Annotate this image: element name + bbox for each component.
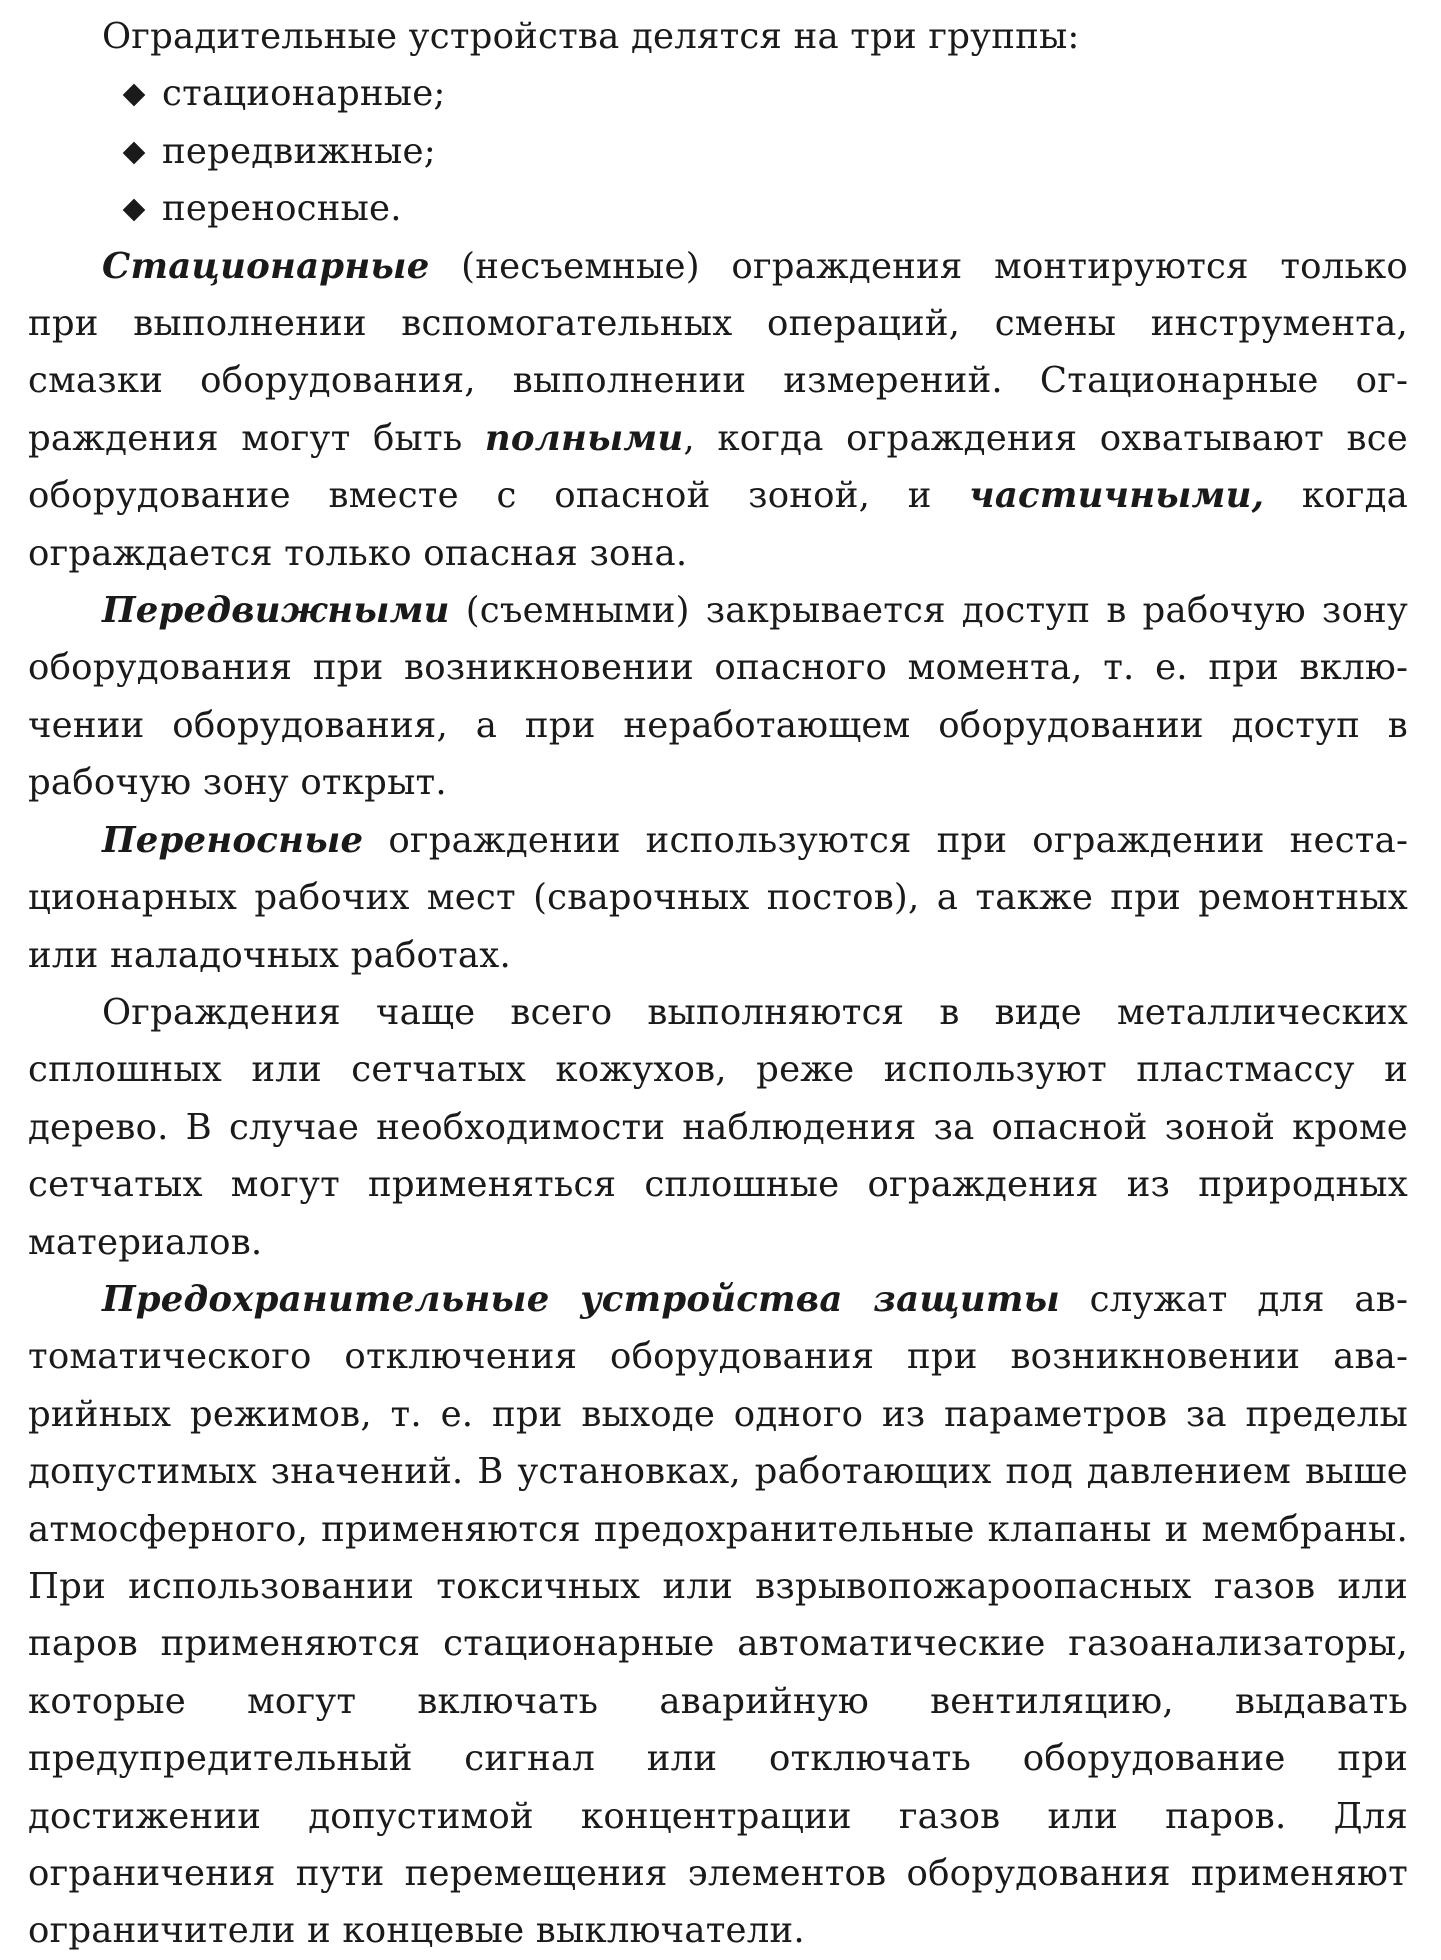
- term-partial: частичными,: [969, 475, 1265, 517]
- paragraph-stationary: Стационарные (несъемные) ограждения монтируются только при выполнении вспомогательных операций, смены инструмента, смазки оборудования, выполнении измерений. Стационарные ограждения могут быть полными, когда ограждения охватывают все оборудование вместе с опасной зоной, и частичными, когда ограждается только опасная зона.: [28, 245, 1408, 574]
- document-page: [28, 8, 1408, 1960]
- term-full: полными: [484, 417, 684, 459]
- paragraph-movable: Передвижными (съемными) закрывается доступ в рабочую зону оборудования при возникновении опасного момента, т. е. при включении оборудования, а при неработающем оборудовании доступ в рабочую зону открыт.: [28, 590, 1408, 804]
- paragraph-materials: Ограждения чаще всего выполняются в виде металлических сплошных или сетчатых кожухов, реже используют пластмассу и дерево. В случае необходимости наблюдения за опасной зоной кроме сетчатых могут применяться сплошные ограждения из природных материалов.: [28, 991, 1408, 1263]
- term-safety-devices: Предохранительные устройства защиты: [102, 1278, 1060, 1320]
- term-movable: Передвижными: [102, 590, 450, 632]
- paragraph-safety-devices: Предохранительные устройства защиты служат для автоматического отключения оборудования при возникновении аварийных режимов, т. е. при выходе одного из параметров за пределы допустимых значений. В установках, работающих под давлением выше атмосферного, применяются предохранительные клапаны и мембраны. При использовании токсичных или взрывопожароопасных газов или паров применяются стационарные автоматические газоанализаторы, которые могут включать аварийную вентиляцию, выдавать предупредительный сигнал или отключать оборудование при достижении допустимой концентрации газов или паров. Для ограничения пути перемещения элементов оборудования применяют ограничители и концевые выключатели.: [28, 1278, 1408, 1952]
- list-item: стационарные;: [126, 65, 1408, 122]
- diamond-bullet-icon: [123, 141, 146, 164]
- term-stationary: Стационарные: [102, 245, 430, 287]
- intro-line: Оградительные устройства делятся на три группы:: [102, 16, 1080, 57]
- term-portable: Переносные: [102, 819, 364, 861]
- diamond-bullet-icon: [123, 199, 146, 222]
- list-item: передвижные;: [126, 123, 1408, 180]
- diamond-bullet-icon: [123, 84, 146, 107]
- paragraph-portable: Переносные ограждении используются при ограждении нестационарных рабочих мест (сварочных постов), а также при ремонтных или наладочных работах.: [28, 819, 1408, 976]
- list-item: переносные.: [126, 180, 1408, 237]
- groups-list: [28, 65, 1408, 237]
